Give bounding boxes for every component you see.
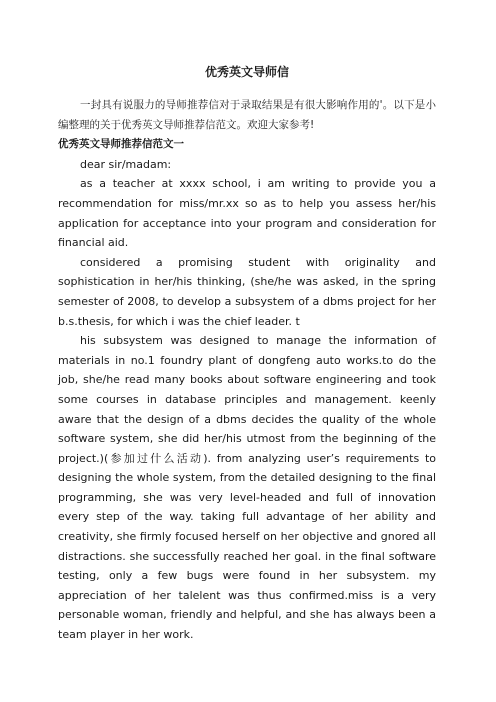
salutation: dear sir/madam: bbox=[80, 157, 172, 171]
body-paragraph: as a teacher at xxxx school, i am writing to provide you a recommendation for miss/mr.xx so as to help you assess her/his application for acceptance into your program and consideration for financial aid. bbox=[58, 177, 436, 250]
intro-paragraph: 一封具有说服力的导师推荐信对于录取结果是有很大影响作用的'。以下是小编整理的关于优秀英文导师推荐信范文。欢迎大家参考! bbox=[58, 99, 436, 131]
section-heading: 优秀英文导师推荐信范文一 bbox=[58, 138, 184, 151]
document-title: 优秀英文导师信 bbox=[204, 65, 289, 79]
body-paragraph: considered a promising student with originality and sophistication in her/his thinking, (she/he was asked, in the spring semester of 2008, to develop a subsystem of a dbms project for her b.s.thesis, for which i was the chief leader. t bbox=[58, 255, 436, 328]
body-paragraph: his subsystem was designed to manage the information of materials in no.1 foundry plant of dongfeng auto works.to do the job, she/he read many books about software engineering and took some courses in database principles and management. keenly aware that the design of a dbms decides the quality of the whole software system, she did her/his utmost from the beginning of the project.)(参加过什么活动). from analyzing user’s requirements to designing the whole system, from the detailed designing to the final programming, she was very level-headed and full of innovation every step of the way. taking full advantage of her ability and creativity, she firmly focused herself on her objective and gnored all distractions. she successfully reached her goal. in the final software testing, only a few bugs were found in her subsystem. my appreciation of her talelent was thus confirmed.miss is a very personable woman, friendly and helpful, and she has always been a team player in her work. bbox=[58, 334, 436, 642]
